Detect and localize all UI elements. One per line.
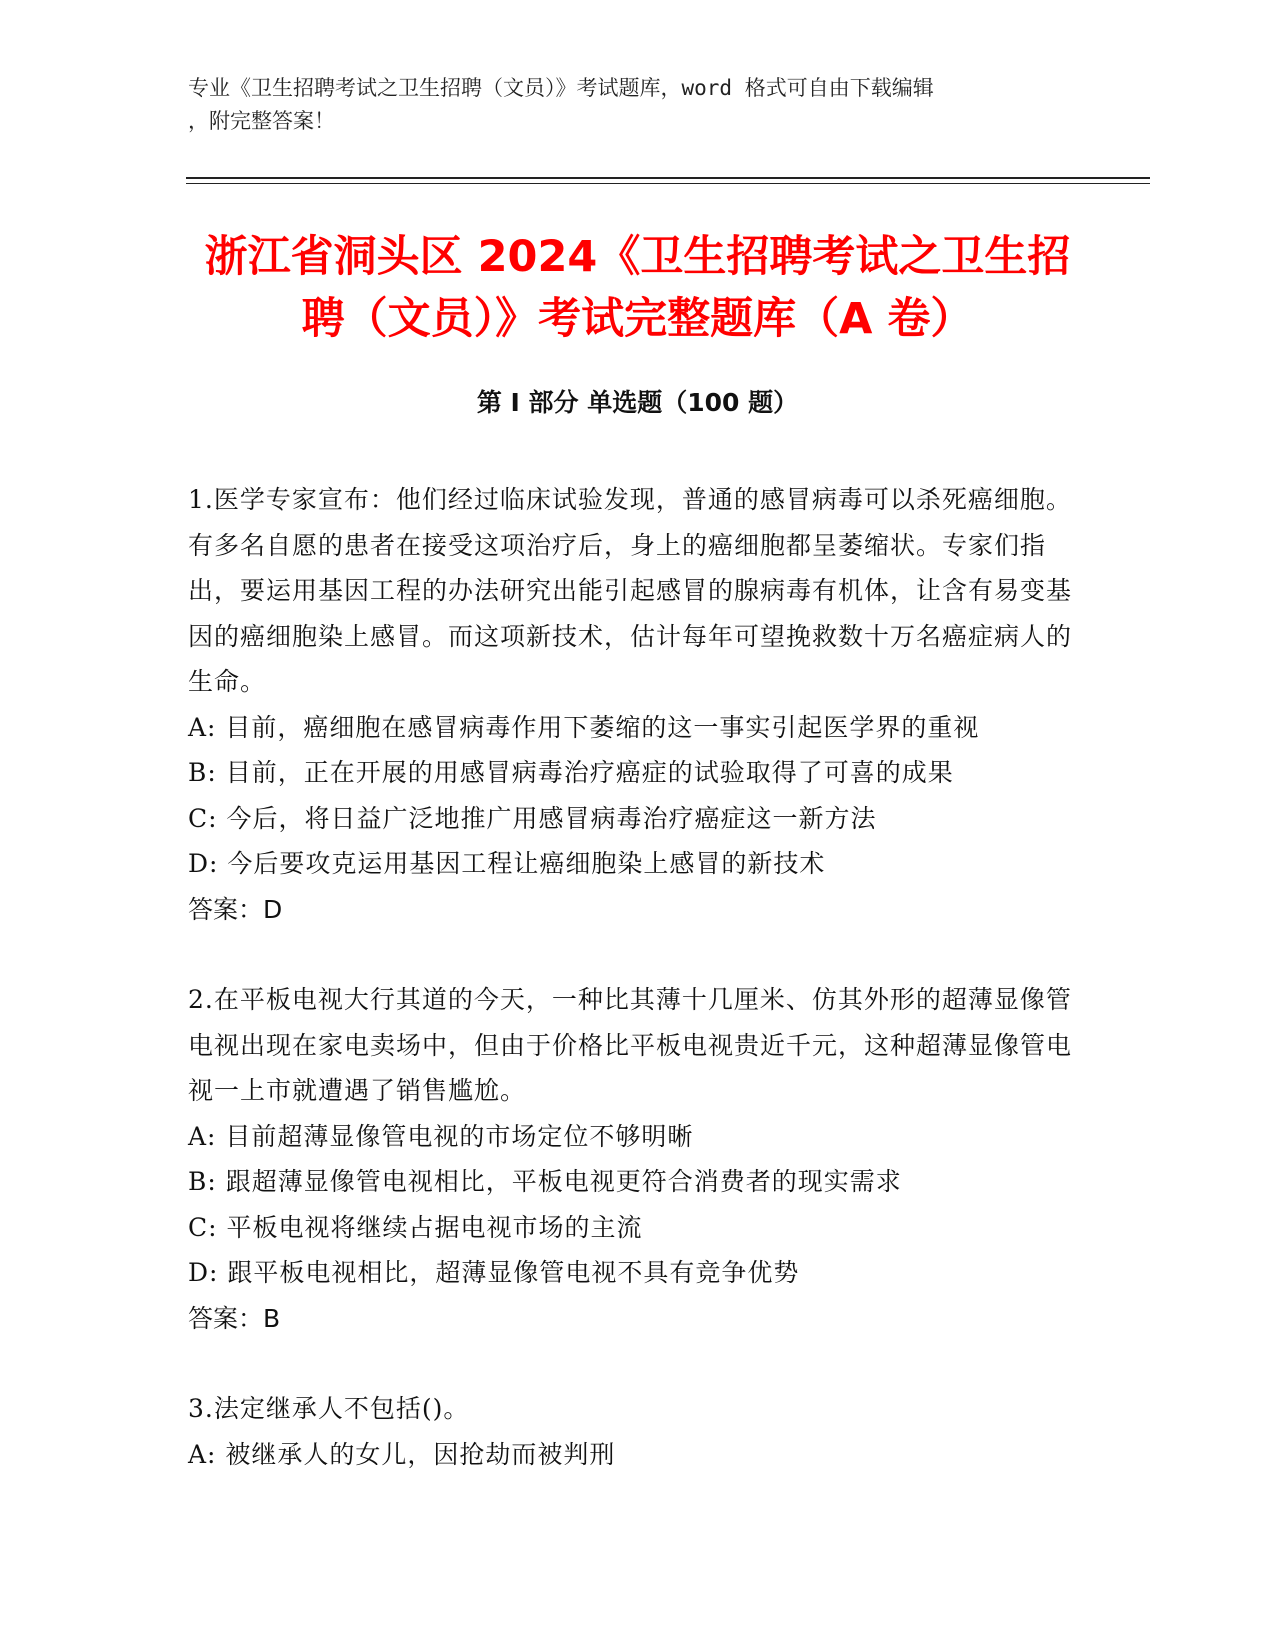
- option-c: C: 平板电视将继续占据电视市场的主流: [188, 1212, 643, 1242]
- question-1: [188, 477, 1088, 932]
- question-2: [188, 977, 1088, 1341]
- option-b: B: 目前，正在开展的用感冒病毒治疗癌症的试验取得了可喜的成果: [188, 758, 954, 787]
- option-d: D: 今后要攻克运用基因工程让癌细胞染上感冒的新技术: [188, 849, 826, 878]
- option-c: C: 今后，将日益广泛地推广用感冒病毒治疗癌症这一新方法: [188, 803, 877, 833]
- document-header: [188, 72, 1068, 138]
- document-title: [150, 226, 1125, 350]
- title-line-1: 浙江省洞头区 2024《卫生招聘考试之卫生招: [204, 232, 1071, 282]
- header-line-2: ，附完整答案！: [188, 109, 335, 133]
- option-b: B: 跟超薄显像管电视相比，平板电视更符合消费者的现实需求: [188, 1167, 902, 1196]
- option-a: A: 目前超薄显像管电视的市场定位不够明晰: [188, 1121, 694, 1151]
- section-heading: 第 I 部分 单选题（100 题）: [476, 388, 799, 417]
- answer: 答案：B: [188, 1303, 281, 1333]
- question-stem: 1.医学专家宣布：他们经过临床试验发现，普通的感冒病毒可以杀死癌细胞。有多名自愿的患者在接受这项治疗后，身上的癌细胞都呈萎缩状。专家们指出，要运用基因工程的办法研究出能引起感冒的腺病毒有机体，让含有易变基因的癌细胞染上感冒。而这项新技术，估计每年可望挽救数十万名癌症病人的生命。: [188, 485, 1073, 696]
- question-stem: 2.在平板电视大行其道的今天，一种比其薄十几厘米、仿其外形的超薄显像管电视出现在家电卖场中，但由于价格比平板电视贵近千元，这种超薄显像管电视一上市就遭遇了销售尴尬。: [188, 985, 1073, 1105]
- header-line-1: 专业《卫生招聘考试之卫生招聘（文员）》考试题库，word 格式可自由下载编辑: [188, 76, 934, 100]
- answer: 答案：D: [188, 894, 283, 924]
- question-stem: 3.法定继承人不包括()。: [188, 1394, 470, 1423]
- option-a: A: 目前，癌细胞在感冒病毒作用下萎缩的这一事实引起医学界的重视: [188, 712, 980, 742]
- title-line-2: 聘（文员）》考试完整题库（A 卷）: [301, 294, 974, 344]
- header-rule-thin: [186, 183, 1150, 184]
- question-3: [188, 1386, 1088, 1477]
- option-d: D: 跟平板电视相比，超薄显像管电视不具有竞争优势: [188, 1258, 800, 1287]
- option-a: A: 被继承人的女儿，因抢劫而被判刑: [188, 1439, 616, 1469]
- header-rule-thick: [186, 177, 1150, 179]
- question-list: [188, 477, 1088, 1522]
